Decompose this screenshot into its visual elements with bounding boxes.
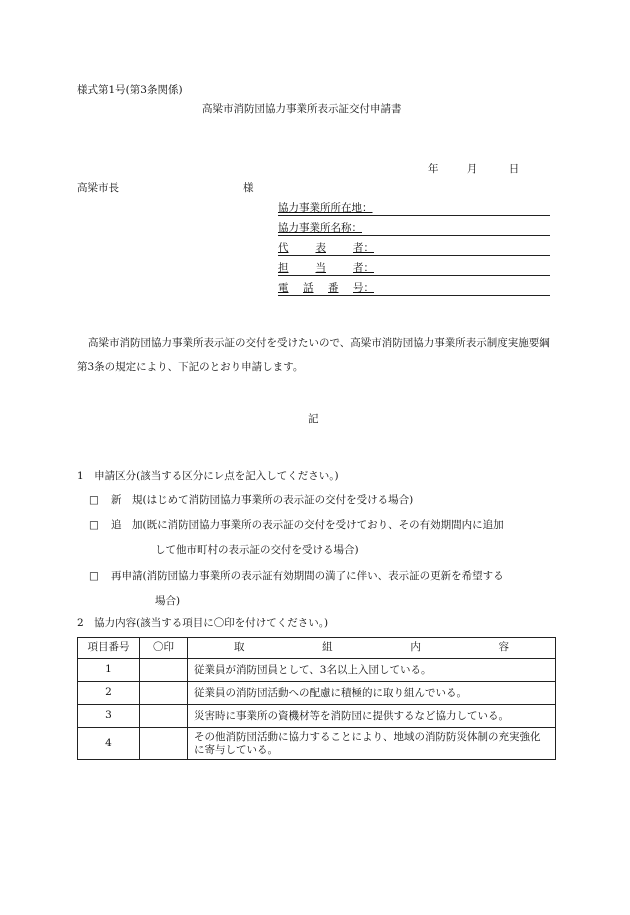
row-number: 1 bbox=[78, 659, 140, 682]
option-description: (消防団協力事業所の表示証有効期間の満了に伴い、表示証の更新を希望する bbox=[142, 570, 504, 582]
field-address[interactable] bbox=[278, 196, 550, 216]
row-number: 3 bbox=[78, 705, 140, 728]
column-header-content bbox=[188, 638, 556, 659]
header-char: 組 bbox=[322, 641, 333, 654]
header-char: 容 bbox=[498, 641, 509, 654]
row-content: その他消防団活動に協力することにより、地域の消防防災体制の充実強化に寄与している。 bbox=[188, 728, 556, 760]
label-char: 号： bbox=[353, 281, 374, 294]
label-char: 当 bbox=[315, 261, 326, 274]
field-contact-person[interactable] bbox=[278, 256, 550, 276]
column-header-number: 項目番号 bbox=[78, 638, 140, 659]
column-header-mark: 〇印 bbox=[140, 638, 188, 659]
option-name: 新 規 bbox=[111, 494, 143, 506]
label-char: 表 bbox=[315, 241, 326, 254]
applicant-fields bbox=[278, 196, 550, 296]
table-header-row bbox=[78, 638, 556, 659]
table-row bbox=[78, 659, 556, 682]
row-number: 2 bbox=[78, 682, 140, 705]
table-row bbox=[78, 705, 556, 728]
checkbox-renewal[interactable]: □ bbox=[89, 570, 99, 582]
date-field-month[interactable]: 月 bbox=[466, 163, 478, 175]
cooperation-table bbox=[77, 637, 556, 760]
label-char: 代 bbox=[278, 241, 289, 254]
field-label-representative bbox=[278, 242, 382, 255]
label-char: 電 bbox=[278, 281, 289, 294]
row-mark-cell[interactable] bbox=[140, 659, 188, 682]
section2-heading: 2 協力内容(該当する項目に〇印を付けてください。) bbox=[77, 617, 329, 629]
row-mark-cell[interactable] bbox=[140, 728, 188, 760]
row-mark-cell[interactable] bbox=[140, 682, 188, 705]
application-statement: 高梁市消防団協力事業所表示証の交付を受けたいので、高梁市消防団協力事業所表示制度実施要綱第3条の規定により、下記のとおり申請します。 bbox=[77, 337, 550, 373]
option-description: (はじめて消防団協力事業所の表示証の交付を受ける場合) bbox=[142, 494, 414, 506]
table-row bbox=[78, 728, 556, 760]
option-renewal bbox=[89, 570, 504, 583]
option-description: (既に消防団協力事業所の表示証の交付を受けており、その有効期間内に追加 bbox=[142, 519, 504, 531]
field-label-phone bbox=[278, 282, 382, 295]
document-title: 高梁市消防団協力事業所表示証交付申請書 bbox=[202, 103, 402, 115]
field-label-company-name: 協力事業所名称： bbox=[278, 221, 362, 234]
header-char: 内 bbox=[410, 641, 421, 654]
addressee-name: 高梁市長 bbox=[77, 182, 119, 194]
field-representative[interactable] bbox=[278, 236, 550, 256]
label-char: 者： bbox=[353, 241, 374, 254]
row-mark-cell[interactable] bbox=[140, 705, 188, 728]
date-field-year[interactable]: 年 bbox=[428, 163, 439, 175]
checkbox-add[interactable]: □ bbox=[89, 519, 99, 531]
section1-heading: 1 申請区分(該当する区分にレ点を記入してください。) bbox=[77, 470, 339, 482]
label-char: 担 bbox=[278, 261, 289, 274]
field-label-address: 協力事業所所在地： bbox=[278, 201, 373, 214]
checkbox-new[interactable]: □ bbox=[89, 494, 99, 506]
row-content: 従業員が消防団員として、3名以上入団している。 bbox=[188, 659, 556, 682]
label-char: 話 bbox=[303, 281, 314, 294]
option-name: 追 加 bbox=[111, 519, 143, 531]
date-field-day[interactable]: 日 bbox=[508, 163, 520, 175]
option-new bbox=[89, 494, 413, 507]
option-add-continuation: して他市町村の表示証の交付を受ける場合) bbox=[155, 544, 359, 556]
row-content: 従業員の消防団活動への配慮に積極的に取り組んでいる。 bbox=[188, 682, 556, 705]
addressee-honorific: 様 bbox=[243, 182, 254, 194]
row-content: 災害時に事業所の資機材等を消防団に提供するなど協力している。 bbox=[188, 705, 556, 728]
option-renewal-continuation: 場合) bbox=[155, 595, 181, 607]
form-number: 様式第1号(第3条関係) bbox=[77, 84, 183, 96]
header-char: 取 bbox=[234, 641, 245, 654]
option-name: 再申請 bbox=[111, 570, 143, 582]
field-company-name[interactable] bbox=[278, 216, 550, 236]
field-phone[interactable] bbox=[278, 276, 550, 296]
date-line bbox=[428, 163, 519, 176]
label-char: 番 bbox=[328, 281, 339, 294]
option-add bbox=[89, 519, 504, 532]
ki-heading: 記 bbox=[308, 413, 319, 425]
table-row bbox=[78, 682, 556, 705]
row-number: 4 bbox=[78, 728, 140, 760]
field-label-contact-person bbox=[278, 262, 382, 275]
label-char: 者： bbox=[353, 261, 374, 274]
